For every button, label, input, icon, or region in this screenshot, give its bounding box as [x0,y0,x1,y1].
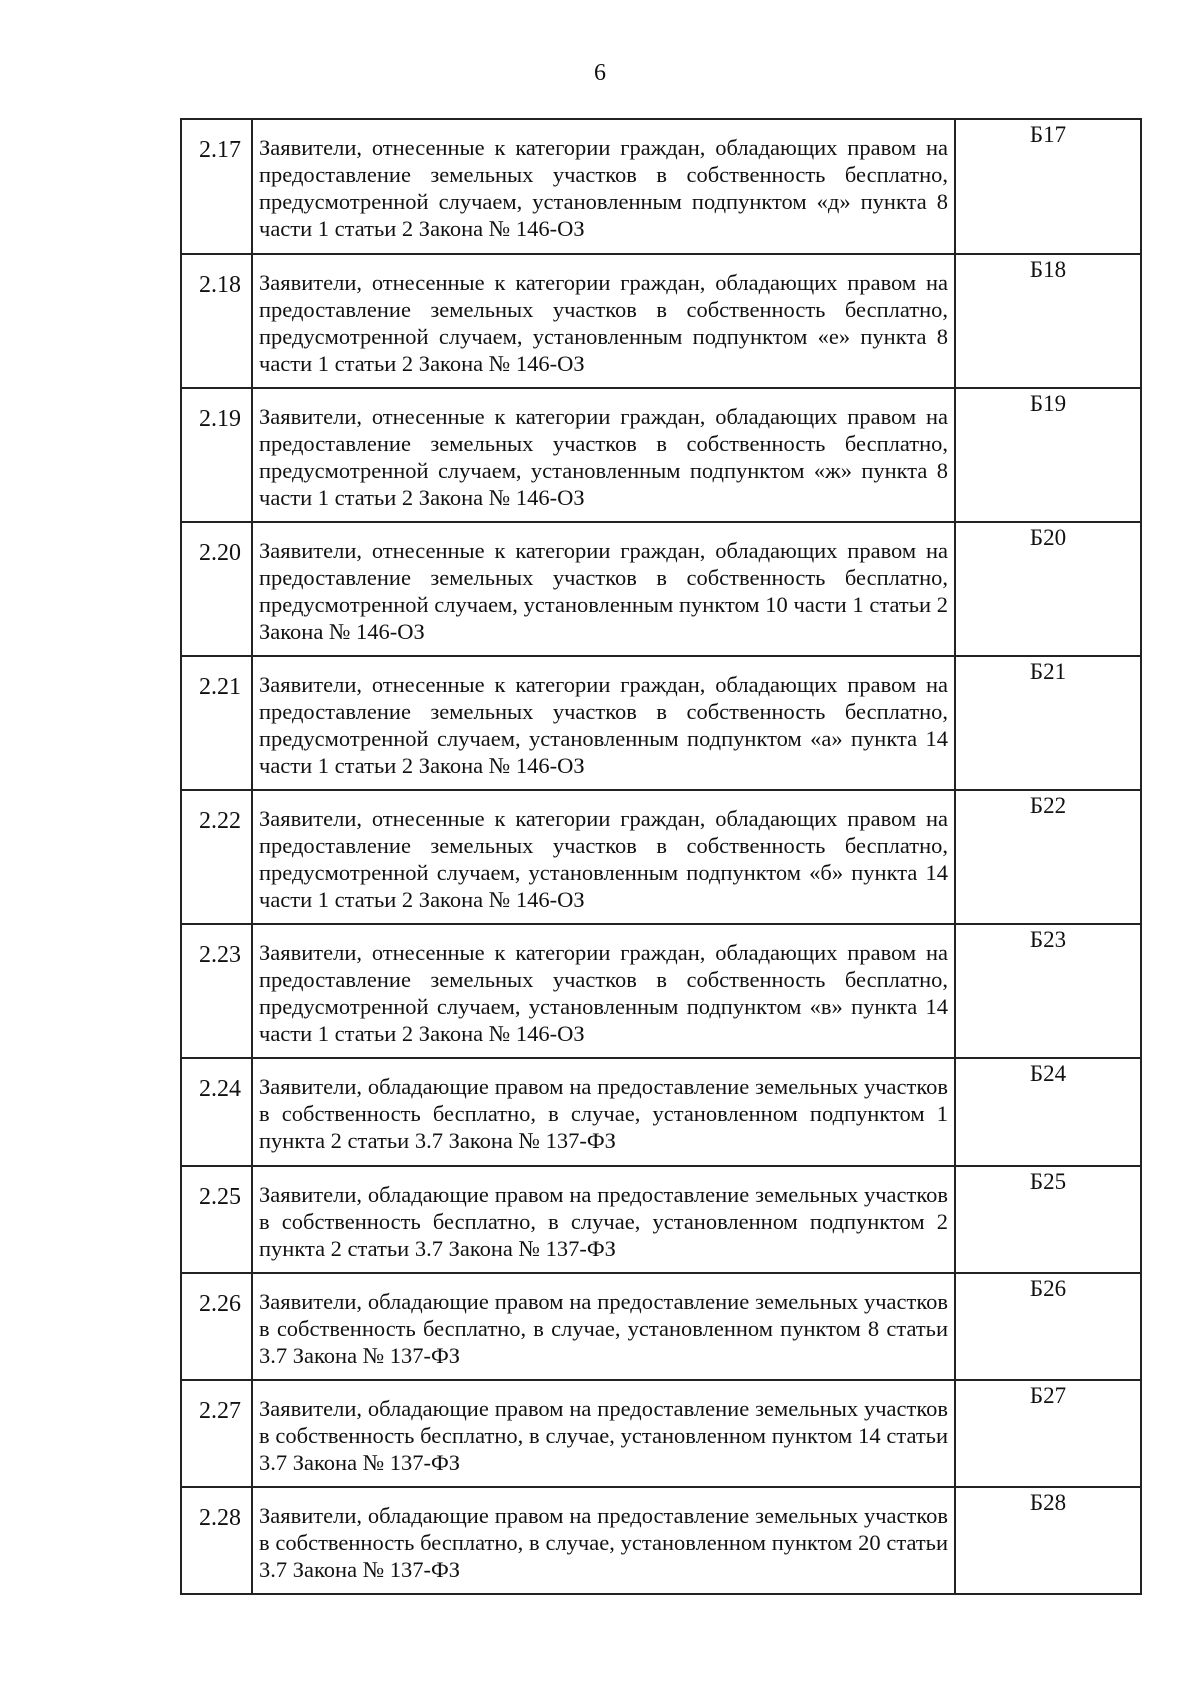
row-description: Заявители, отнесенные к категории граждан, обладающих правом на предоставление земельных участков в собственность бесплатно, предусмотренной случаем, установленным подпунктом «б» пункта 14 части 1 статьи 2 Закона № 146-ОЗ [252,790,955,924]
table-row [181,119,1141,254]
table-row [181,1058,1141,1166]
table-row [181,1380,1141,1487]
table-row [181,656,1141,790]
row-code: Б24 [955,1058,1141,1166]
row-number: 2.20 [181,522,252,656]
row-description: Заявители, отнесенные к категории граждан, обладающих правом на предоставление земельных участков в собственность бесплатно, предусмотренной случаем, установленным подпунктом «ж» пункта 8 части 1 статьи 2 Закона № 146-ОЗ [252,388,955,522]
row-number: 2.19 [181,388,252,522]
table-row [181,1487,1141,1594]
row-number: 2.23 [181,924,252,1058]
table-row [181,1166,1141,1273]
row-description: Заявители, обладающие правом на предоставление земельных участков в собственность бесплатно, в случае, установленном подпунктом 1 пункта 2 статьи 3.7 Закона № 137-ФЗ [252,1058,955,1166]
row-code: Б20 [955,522,1141,656]
row-number: 2.25 [181,1166,252,1273]
row-number: 2.24 [181,1058,252,1166]
applicant-category-table [180,118,1142,1595]
table-row [181,522,1141,656]
row-code: Б25 [955,1166,1141,1273]
row-code: Б22 [955,790,1141,924]
row-code: Б23 [955,924,1141,1058]
table-row [181,388,1141,522]
table-row [181,1273,1141,1380]
table-body [181,119,1141,1594]
row-description: Заявители, отнесенные к категории граждан, обладающих правом на предоставление земельных участков в собственность бесплатно, предусмотренной случаем, установленным подпунктом «д» пункта 8 части 1 статьи 2 Закона № 146-ОЗ [252,119,955,254]
row-description: Заявители, обладающие правом на предоставление земельных участков в собственность бесплатно, в случае, установленном пунктом 8 статьи 3.7 Закона № 137-ФЗ [252,1273,955,1380]
row-code: Б28 [955,1487,1141,1594]
row-number: 2.27 [181,1380,252,1487]
row-description: Заявители, отнесенные к категории граждан, обладающих правом на предоставление земельных участков в собственность бесплатно, предусмотренной случаем, установленным подпунктом «а» пункта 14 части 1 статьи 2 Закона № 146-ОЗ [252,656,955,790]
row-code: Б18 [955,254,1141,388]
row-description: Заявители, обладающие правом на предоставление земельных участков в собственность бесплатно, в случае, установленном подпунктом 2 пункта 2 статьи 3.7 Закона № 137-ФЗ [252,1166,955,1273]
row-number: 2.21 [181,656,252,790]
row-number: 2.28 [181,1487,252,1594]
row-number: 2.18 [181,254,252,388]
row-description: Заявители, отнесенные к категории граждан, обладающих правом на предоставление земельных участков в собственность бесплатно, предусмотренной случаем, установленным пунктом 10 части 1 статьи 2 Закона № 146-ОЗ [252,522,955,656]
row-description: Заявители, обладающие правом на предоставление земельных участков в собственность бесплатно, в случае, установленном пунктом 14 статьи 3.7 Закона № 137-ФЗ [252,1380,955,1487]
row-code: Б19 [955,388,1141,522]
row-number: 2.22 [181,790,252,924]
table-row [181,254,1141,388]
row-description: Заявители, обладающие правом на предоставление земельных участков в собственность бесплатно, в случае, установленном пунктом 20 статьи 3.7 Закона № 137-ФЗ [252,1487,955,1594]
row-number: 2.17 [181,119,252,254]
page-number: 6 [594,60,606,86]
row-description: Заявители, отнесенные к категории граждан, обладающих правом на предоставление земельных участков в собственность бесплатно, предусмотренной случаем, установленным подпунктом «в» пункта 14 части 1 статьи 2 Закона № 146-ОЗ [252,924,955,1058]
table-row [181,924,1141,1058]
row-code: Б27 [955,1380,1141,1487]
row-code: Б17 [955,119,1141,254]
table-row [181,790,1141,924]
row-code: Б26 [955,1273,1141,1380]
row-description: Заявители, отнесенные к категории граждан, обладающих правом на предоставление земельных участков в собственность бесплатно, предусмотренной случаем, установленным подпунктом «е» пункта 8 части 1 статьи 2 Закона № 146-ОЗ [252,254,955,388]
row-code: Б21 [955,656,1141,790]
row-number: 2.26 [181,1273,252,1380]
